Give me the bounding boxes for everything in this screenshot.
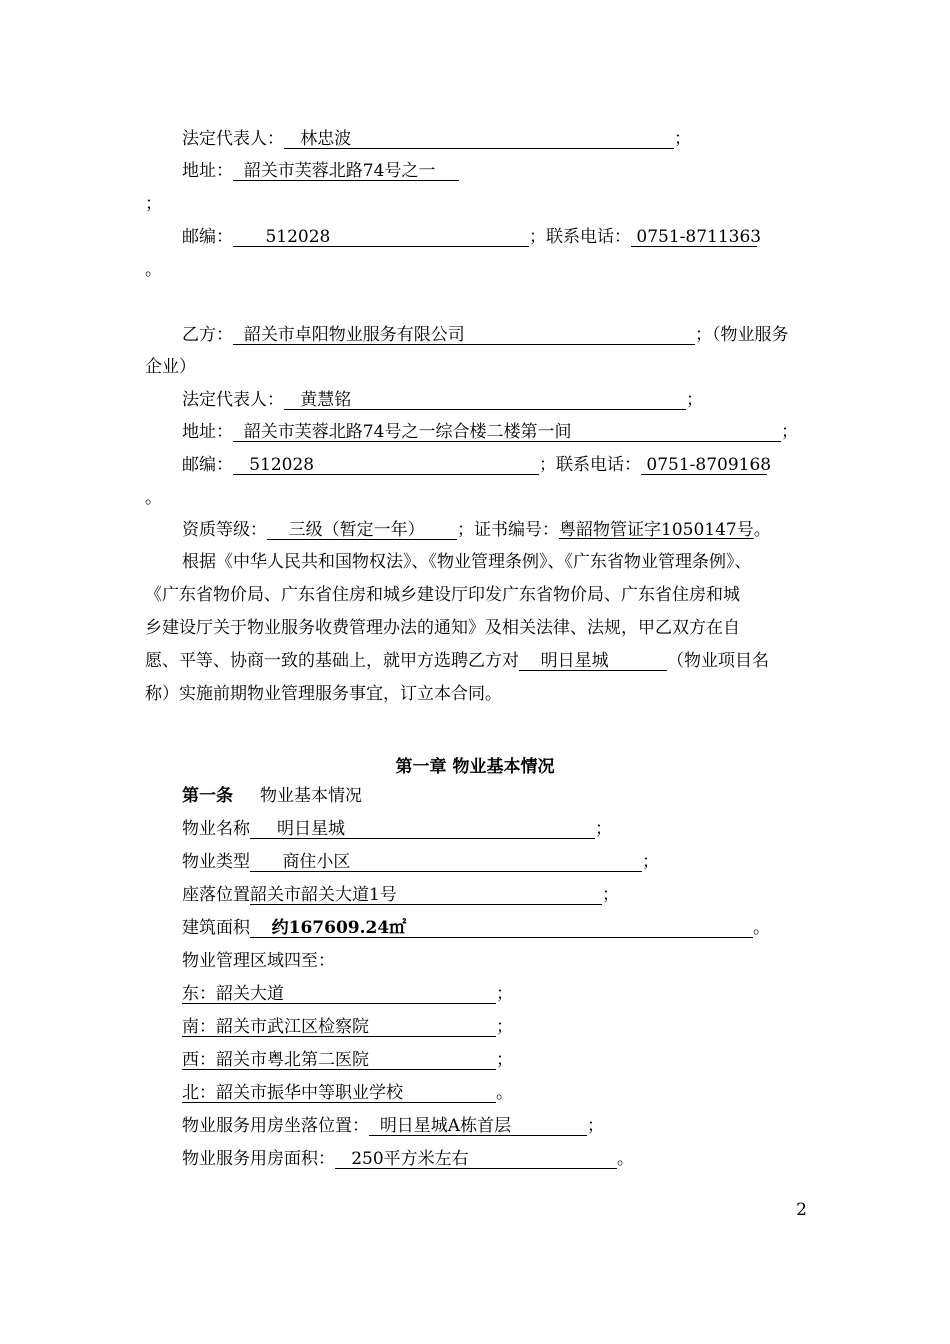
article-1-number: 第一条 (182, 786, 233, 806)
property-name-line (182, 818, 612, 840)
party-a-addr-field (233, 160, 459, 181)
punct: ； (496, 1050, 513, 1070)
party-b-phone-field (641, 454, 772, 475)
punct: ； (587, 1116, 604, 1136)
property-location-line (182, 884, 619, 906)
bound-south-field (182, 1016, 496, 1037)
party-b-addr-value: 韶关市芙蓉北路74号之一综合楼二楼第一间 (243, 422, 572, 442)
party-a-addr-end: ； (145, 194, 162, 214)
bound-east-field (182, 983, 496, 1004)
office-area-field (335, 1148, 617, 1169)
party-b-zip-end: 。 (145, 488, 162, 508)
preamble-line-2: 《广东省物价局、广东省住房和城乡建设厅印发广东省物价局、广东省住房和城 (145, 585, 740, 605)
party-b-name-field (233, 324, 695, 345)
bound-east-line (182, 983, 513, 1005)
office-area-label: 物业服务用房面积： (182, 1149, 335, 1169)
party-a-rep-field (284, 128, 674, 149)
property-type-value: 商住小区 (282, 852, 351, 872)
property-name-label: 物业名称 (182, 819, 250, 839)
party-a-rep-line (182, 128, 691, 150)
party-b-phone-value: 0751-8709168 (646, 455, 772, 475)
punct: 。 (496, 1083, 513, 1103)
party-b-qual-label: 资质等级： (182, 520, 267, 540)
punct: ； (674, 129, 691, 149)
party-a-zip-value: 512028 (265, 227, 331, 247)
punct: 。 (753, 520, 771, 540)
preamble-text: （物业项目名 (667, 651, 769, 671)
office-location-line (182, 1115, 604, 1137)
page-number: 2 (796, 1200, 807, 1220)
preamble-text: 愿、平等、协商一致的基础上，就甲方选聘乙方对 (145, 651, 519, 671)
party-b-qual-field (267, 519, 457, 540)
punct: ； (595, 819, 612, 839)
article-1-title: 物业基本情况 (260, 786, 363, 806)
preamble-line-4 (145, 650, 769, 672)
office-location-value: 明日星城A栋首层 (379, 1116, 512, 1136)
project-name-field (519, 650, 667, 671)
preamble-line-5: 称）实施前期物业管理服务事宜，订立本合同。 (145, 684, 502, 704)
party-b-qual-value: 三级（暂定一年） (288, 520, 425, 540)
property-type-label: 物业类型 (182, 852, 250, 872)
property-name-field (250, 818, 595, 839)
party-a-zip-end: 。 (145, 260, 162, 280)
property-area-value: 约167609.24㎡ (271, 918, 407, 938)
office-area-line (182, 1148, 634, 1170)
punct: ； (496, 1017, 513, 1037)
preamble-line-3: 乡建设厅关于物业服务收费管理办法的通知》及相关法律、法规，甲乙双方在自 (145, 618, 740, 638)
property-name-value: 明日星城 (277, 819, 346, 839)
party-b-addr-label: 地址： (182, 422, 233, 442)
party-a-rep-label: 法定代表人： (182, 129, 284, 149)
preamble-line-1: 根据《中华人民共和国物权法》、《物业管理条例》、《广东省物业管理条例》、 (182, 552, 752, 572)
office-area-value: 250平方米左右 (351, 1149, 469, 1169)
property-area-line (182, 917, 770, 939)
party-b-rep-line (182, 389, 703, 411)
bound-south-value: 南：韶关市武江区检察院 (182, 1017, 369, 1037)
party-b-name-suffix-2: 企业） (145, 357, 196, 377)
bound-north-field (182, 1082, 496, 1103)
party-a-addr-label: 地址： (182, 161, 233, 181)
project-name-value: 明日星城 (540, 651, 609, 671)
bound-west-field (182, 1049, 496, 1070)
party-a-addr-value: 韶关市芙蓉北路74号之一 (243, 161, 436, 181)
property-type-line (182, 851, 659, 873)
party-a-phone-field (631, 226, 762, 247)
party-a-rep-value: 林忠波 (300, 129, 352, 149)
bound-north-line (182, 1082, 513, 1104)
party-b-name-value: 韶关市卓阳物业服务有限公司 (243, 325, 465, 345)
property-area-field (250, 917, 753, 938)
party-b-cert-value: 粤韶物管证字1050147号 (559, 520, 754, 540)
punct: 。 (753, 918, 770, 938)
party-a-phone-label: ；联系电话： (529, 227, 631, 247)
party-b-rep-value: 黄慧铭 (300, 390, 352, 410)
property-location-value: 韶关市韶关大道1号 (250, 885, 397, 905)
party-b-rep-field (284, 389, 686, 410)
party-b-addr-line (182, 421, 798, 443)
party-b-zip-field (233, 454, 539, 475)
office-location-label: 物业服务用房坐落位置： (182, 1116, 369, 1136)
punct: ； (781, 422, 798, 442)
party-b-rep-label: 法定代表人： (182, 390, 284, 410)
punct: ； (602, 885, 619, 905)
property-type-field (250, 851, 642, 872)
bound-west-value: 西：韶关市粤北第二医院 (182, 1050, 369, 1070)
punct: 。 (617, 1149, 634, 1169)
bound-west-line (182, 1049, 513, 1071)
punct: ； (686, 390, 703, 410)
property-location-field (250, 884, 602, 905)
party-a-phone-value: 0751-8711363 (636, 227, 762, 247)
party-a-zip-field (233, 226, 529, 247)
punct: ； (642, 852, 659, 872)
bound-east-value: 东：韶关大道 (182, 984, 284, 1004)
party-b-name-line (182, 324, 789, 346)
office-location-field (369, 1115, 587, 1136)
party-b-zip-label: 邮编： (182, 455, 233, 475)
bound-south-line (182, 1016, 513, 1038)
property-location-label: 座落位置 (182, 885, 250, 905)
bound-north-value: 北：韶关市振华中等职业学校 (182, 1083, 403, 1103)
party-b-phone-label: ；联系电话： (539, 455, 641, 475)
bounds-label: 物业管理区域四至： (182, 951, 335, 971)
article-1-heading (182, 785, 362, 807)
chapter-title: 第一章 物业基本情况 (395, 757, 555, 777)
party-b-zip-line (182, 454, 772, 476)
party-b-qual-line (182, 519, 771, 541)
party-b-name-suffix: ；（物业服务 (695, 325, 789, 345)
party-a-zip-label: 邮编： (182, 227, 233, 247)
party-b-name-label: 乙方： (182, 325, 233, 345)
party-a-addr-line (182, 160, 459, 182)
party-b-zip-value: 512028 (249, 455, 315, 475)
party-b-addr-field (233, 421, 781, 442)
punct: ； (496, 984, 513, 1004)
party-a-zip-line (182, 226, 762, 248)
property-area-label: 建筑面积 (182, 918, 250, 938)
party-b-cert-label: ；证书编号： (457, 520, 559, 540)
